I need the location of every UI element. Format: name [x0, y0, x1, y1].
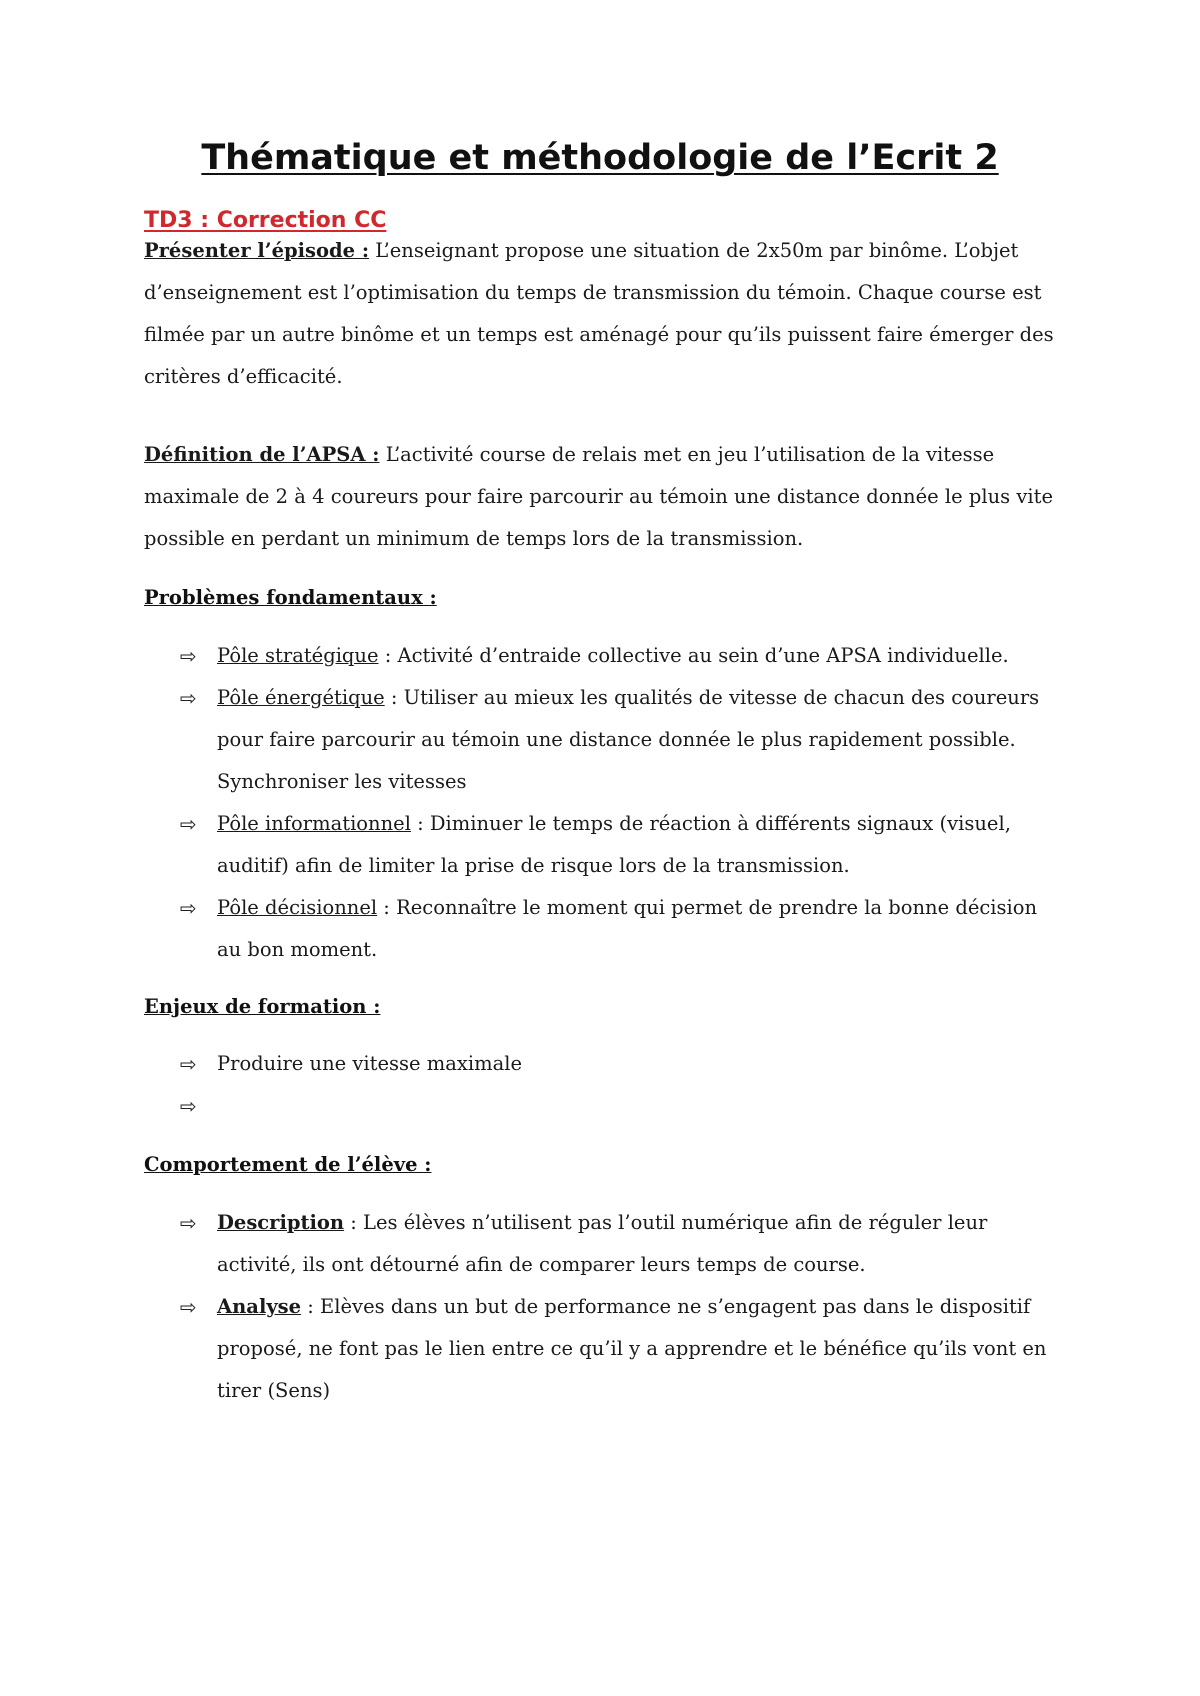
- item-text: : Reconnaître le moment qui permet de prendre la bonne décision au bon moment.: [217, 896, 1038, 961]
- item-label: Pôle stratégique: [217, 644, 379, 667]
- item-text: : Utiliser au mieux les qualités de vitesse de chacun des coureurs pour faire parcourir au témoin une distance donnée le plus rapidement possible. Synchroniser les vitesses: [217, 686, 1040, 793]
- item-label: Pôle énergétique: [217, 686, 385, 709]
- definition-label: Définition de l’APSA :: [144, 443, 380, 466]
- item-text: Produire une vitesse maximale: [217, 1052, 523, 1075]
- problemes-heading: Problèmes fondamentaux :: [144, 586, 437, 609]
- definition-text: L’activité course de relais met en jeu l’utilisation de la vitesse maximale de 2 à 4 coureurs pour faire parcourir au témoin une distance donnée le plus vite possible en perdant un minimum de temps lors de la transmission.: [144, 443, 1053, 550]
- presenter-text: L’enseignant propose une situation de 2x50m par binôme. L’objet d’enseignement est l’optimisation du temps de transmission du témoin. Chaque course est filmée par un autre binôme et un temps est aménagé pour qu’ils puissent faire émerger des critères d’efficacité.: [144, 239, 1054, 388]
- definition-paragraph: [144, 434, 1064, 560]
- item-text: : Diminuer le temps de réaction à différents signaux (visuel, auditif) afin de limiter la prise de risque lors de la transmission.: [217, 812, 1011, 877]
- enjeux-heading: Enjeux de formation :: [144, 995, 381, 1018]
- item-label: Pôle décisionnel: [217, 896, 378, 919]
- item-text: : Les élèves n’utilisent pas l’outil numérique afin de réguler leur activité, ils ont détourné afin de comparer leurs temps de course.: [217, 1211, 988, 1276]
- presenter-label: Présenter l’épisode :: [144, 239, 370, 262]
- problemes-list: [144, 635, 1064, 971]
- list-item: [144, 803, 1064, 887]
- list-item: [144, 887, 1064, 971]
- item-label: Pôle informationnel: [217, 812, 411, 835]
- list-item: [144, 1043, 1064, 1085]
- document-subtitle: TD3 : Correction CC: [144, 208, 387, 233]
- presenter-paragraph: [144, 230, 1064, 398]
- right-arrow-icon: ⇨: [180, 1211, 197, 1235]
- list-item: [144, 1202, 1064, 1286]
- item-label: Description: [217, 1211, 345, 1234]
- list-item: [144, 1085, 1064, 1127]
- comportement-list: [144, 1202, 1064, 1412]
- list-item: [144, 635, 1064, 677]
- right-arrow-icon: ⇨: [180, 1295, 197, 1319]
- document-title: Thématique et méthodologie de l’Ecrit 2: [201, 138, 999, 178]
- right-arrow-icon: ⇨: [180, 686, 197, 710]
- comportement-heading: Comportement de l’élève :: [144, 1153, 432, 1176]
- right-arrow-icon: ⇨: [180, 812, 197, 836]
- list-item: [144, 677, 1064, 803]
- item-text: : Elèves dans un but de performance ne s’engagent pas dans le dispositif proposé, ne font pas le lien entre ce qu’il y a apprendre et le bénéfice qu’ils vont en tirer (Sens): [217, 1295, 1047, 1402]
- right-arrow-icon: ⇨: [180, 896, 197, 920]
- right-arrow-icon: ⇨: [180, 1094, 197, 1118]
- list-item: [144, 1286, 1064, 1412]
- item-label: Analyse: [217, 1295, 302, 1318]
- item-text: : Activité d’entraide collective au sein d’une APSA individuelle.: [378, 644, 1009, 667]
- enjeux-list: [144, 1043, 1064, 1127]
- right-arrow-icon: ⇨: [180, 644, 197, 668]
- right-arrow-icon: ⇨: [180, 1052, 197, 1076]
